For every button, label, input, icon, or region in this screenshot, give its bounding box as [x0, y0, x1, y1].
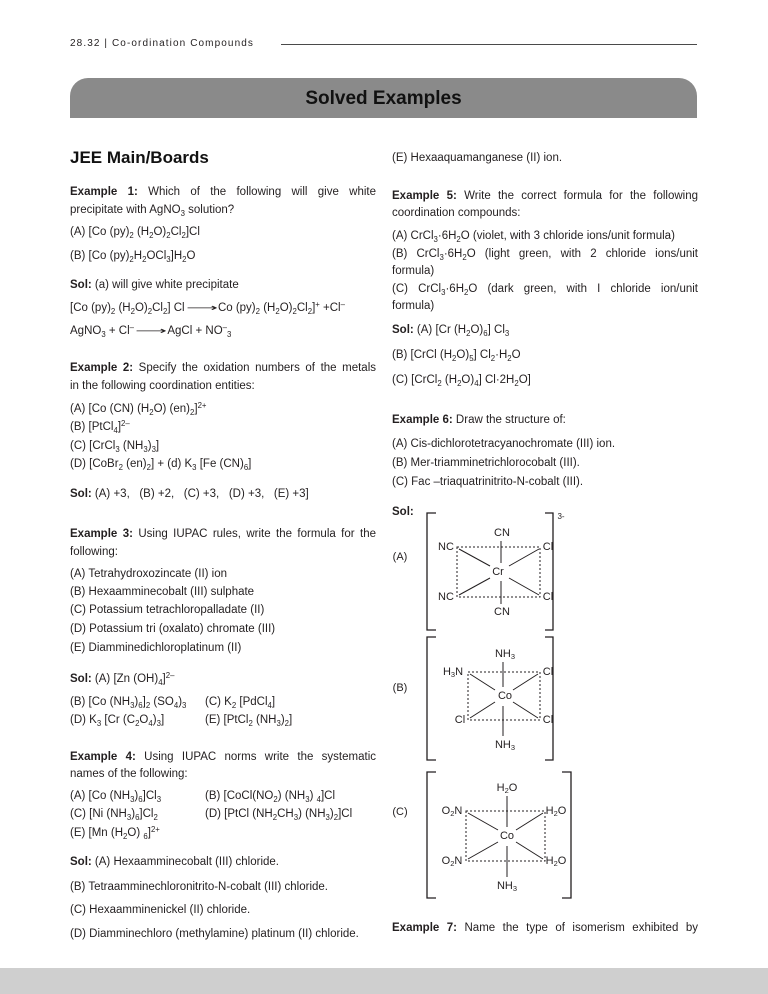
subscript: 2 [166, 230, 171, 240]
subscript: 2 [190, 407, 195, 417]
example-6-question: Example 6: Draw the structure of: [392, 414, 566, 426]
ligand-top-right: $H_2O$ [545, 805, 567, 819]
example-2-item: (B) [PtCl$_4$]$^{2-}$ [70, 419, 130, 435]
right-bracket [542, 637, 554, 760]
subscript: 4 [173, 700, 179, 710]
bond-line [459, 549, 490, 566]
example-4-solution: (E) Hexaaquamanganese (II) ion. [392, 152, 563, 164]
subscript: 3 [180, 208, 185, 218]
example-5-item: (A) $CrCl_3\cdot 6H_2O$ (violet, with 3 chloride ions/unit formula) [392, 230, 675, 244]
subscript: 3 [305, 794, 310, 804]
subscript: 3 [166, 254, 171, 264]
superscript: – [222, 323, 228, 333]
example-2-item: (A) [Co (CN) $(H_2O)$ $(en)_2]^{2+}$ [70, 401, 207, 417]
bond-line [459, 578, 490, 595]
bold-label: Sol: [392, 506, 414, 518]
subscript: 2 [129, 230, 134, 240]
subscript: 3 [156, 718, 161, 728]
subscript: 6 [243, 462, 249, 472]
subscript: 3 [276, 718, 281, 728]
header-rule [281, 44, 697, 45]
subscript: 6 [135, 812, 140, 822]
bold-label: Example 4: [70, 751, 136, 763]
bold-label: Example 6: [392, 414, 453, 426]
example-3-item: (A) Tetrahydroxozincate (II) ion [70, 568, 228, 580]
example-7-question: Example 7: Name the type of isomerism exhibited by [392, 922, 698, 934]
subscript: 2 [466, 328, 471, 338]
bond-line [468, 813, 498, 830]
subscript: 2 [553, 809, 558, 819]
subscript: 4 [148, 718, 153, 728]
subscript: 6 [483, 328, 488, 338]
bond-line [509, 578, 539, 595]
subscript: 2 [162, 306, 168, 316]
subscript: 2 [553, 859, 558, 869]
subscript: 2 [110, 306, 116, 316]
left-bracket [427, 772, 436, 898]
example-5-item: (B) $CrCl_3\cdot 6H_2O$ (light green, with 2 chloride ions/unit [392, 248, 698, 262]
subscript: 2 [437, 378, 442, 388]
bond-line [513, 702, 538, 718]
ligand-bottom-left: Cl [454, 714, 466, 726]
example-1-question: Example 1: Which of the following will give white [70, 186, 376, 198]
example-3-question: Example 3: Using IUPAC rules, write the formula for the [70, 528, 376, 540]
example-1-solution: Sol: (a) will give white precipitate [70, 279, 239, 291]
example-5-question: coordination compounds: [392, 207, 521, 219]
subscript: 2 [145, 700, 151, 710]
bond-line [513, 674, 538, 690]
bold-label: Sol: [70, 488, 92, 500]
superscript: + [315, 300, 320, 310]
example-3-question: following: [70, 546, 118, 558]
subscript: 2 [292, 306, 297, 316]
example-4-item: (E) [Mn $(H_2O)$ $_6$]$^{2+}$ [70, 825, 160, 841]
example-5-item: formula) [392, 300, 435, 312]
subscript: 2 [118, 462, 123, 472]
example-5-solution: (B) [CrCl $(H_2O)_5$] $Cl_2\cdot H_2O$ [392, 349, 521, 363]
subscript: 3 [227, 329, 232, 339]
bold-label: Sol: [70, 856, 92, 868]
subscript: 3 [325, 812, 330, 822]
example-5-solution: (C) [CrCl$_2$ $(H_2O)_4$] $Cl\cdot 2H_2O$] [392, 374, 531, 388]
ligand-top-left: $O_2N$ [441, 805, 463, 819]
example-5-solution: Sol: (A) [Cr $(H_2O)_6$] $Cl_3$ [392, 324, 510, 338]
subscript: 4 [474, 378, 479, 388]
example-2-solution: Sol: (A) +3, (B) +2, (C) +3, (D) +3, (E) +3] [70, 488, 309, 500]
subscript: 2 [149, 230, 154, 240]
subscript: 3 [192, 462, 197, 472]
bond-line [470, 674, 495, 690]
subscript: 5 [469, 353, 474, 363]
subscript: 2 [272, 812, 278, 822]
reaction-equation: [Co $(py)_2$ $(H_2O)_2Cl_2$] Cl⟶Co $(py)_2$ $(H_2O)_2Cl_2]^+ +Cl^-$ [70, 299, 376, 317]
right-bracket [542, 513, 554, 630]
bond-line [516, 842, 543, 859]
subscript: 3 [126, 812, 132, 822]
subscript: 3 [441, 287, 446, 297]
example-4-question: Example 4: Using IUPAC norms write the systematic [70, 751, 376, 763]
ion-charge: 3- [557, 512, 565, 521]
bond-line [470, 702, 495, 718]
subscript: 2 [255, 306, 260, 316]
section-heading: JEE Main/Boards [70, 148, 209, 167]
subscript: 3 [96, 718, 102, 728]
example-2-question: in the following coordination entities: [70, 380, 255, 392]
subscript: 2 [273, 794, 278, 804]
example-2-item: (D) [CoBr$_2$ $(en)_2] + (d)$ $K_3$ [Fe $(CN)_6$] [70, 458, 252, 472]
example-2-question: Example 2: Specify the oxidation numbers of the metals [70, 362, 376, 374]
structure-label: (C) [392, 806, 408, 818]
subscript: 2 [130, 306, 135, 316]
example-3-item: (E) Diamminedichloroplatinum (II) [70, 642, 242, 654]
subscript: 2 [135, 718, 140, 728]
section-banner [70, 78, 697, 118]
example-4-solution: (B) Tetraamminechloronitrito-N-cobalt (III) chloride. [70, 881, 328, 893]
right-bracket [562, 772, 571, 898]
example-3-solution: Sol: (A) [Zn $(OH)_4]^{2-}$ [70, 671, 175, 687]
subscript: 4 [267, 700, 272, 710]
example-4-item: (C) [Ni $(NH_3)_6]Cl_2$ [70, 808, 158, 822]
subscript: 3 [156, 794, 162, 804]
ligand-bottom-left: NC [438, 591, 454, 603]
superscript: 2– [165, 671, 175, 681]
subscript: 2 [457, 378, 462, 388]
subscript: 3 [512, 884, 518, 894]
subscript: 2 [231, 700, 237, 710]
example-4-question: names of the following: [70, 768, 188, 780]
bold-label: Example 1: [70, 186, 138, 198]
subscript: 2 [490, 353, 496, 363]
structure-b [427, 637, 553, 760]
example-3-item: (D) Potassium tri (oxalato) chromate (III) [70, 623, 276, 635]
ligand-bottom-right: Cl [542, 714, 554, 726]
subscript: 2 [450, 859, 455, 869]
central-metal: Co [497, 690, 513, 702]
example-6-solution-label [392, 503, 698, 521]
subscript: 2 [307, 306, 313, 316]
ligand-bottom: CN [494, 606, 510, 618]
subscript: 3 [504, 328, 510, 338]
example-4-solution: (C) Hexaamminenickel (II) chloride. [70, 904, 251, 916]
example-3-solution: (E) [PtCl$_2$ $(NH_3)_2$] [205, 714, 293, 728]
reaction-equation: AgNO$_3$ + Cl–⟶AgCl + $NO^-_3$ [70, 322, 376, 340]
example-4-solution: Sol: (A) Hexaamminecobalt (III) chloride. [70, 856, 279, 868]
structure-label: (A) [392, 551, 408, 563]
example-4-item: (D) [PtCl $(NH_2CH_3)$ $(NH_3)_2]Cl$ [205, 808, 353, 822]
example-5-item: formula) [392, 265, 435, 277]
ligand-top-right: Cl [542, 666, 554, 678]
structure-a [427, 513, 553, 630]
example-3-solution: (D) $K_3$ [Cr $(C_2O_4)_3$] [70, 714, 165, 728]
subscript: 4 [158, 677, 163, 687]
example-5-question: Example 5: Write the correct formula for the following [392, 190, 698, 202]
subscript: 3 [151, 444, 156, 454]
subscript: 3 [510, 743, 516, 753]
example-3-item: (C) Potassium tetrachloropalladate (II) [70, 604, 265, 616]
example-3-solution: (B) [Co $(NH_3)_6]_2$ $(SO_4)_3$ [70, 696, 187, 710]
subscript: 2 [452, 353, 457, 363]
subscript: 6 [138, 794, 143, 804]
subscript: 2 [275, 306, 280, 316]
central-metal: Co [499, 830, 515, 842]
example-4-solution: (D) Diamminechloro (methylamine) platinum (II) chloride. [70, 928, 359, 940]
subscript: 3 [450, 670, 456, 680]
bold-label: Example 7: [392, 922, 458, 934]
bold-label: Example 5: [392, 190, 457, 202]
subscript: 6 [143, 831, 148, 841]
subscript: 3 [439, 252, 444, 262]
subscript: 3 [130, 700, 135, 710]
ligand-bottom-left: $O_2N$ [441, 855, 463, 869]
ligand-bottom: $NH_3$ [494, 739, 516, 753]
example-4-item: (A) [Co $(NH_3)_6]Cl_3$ [70, 790, 162, 804]
subscript: 2 [129, 254, 134, 264]
ligand-bottom-right: $H_2O$ [545, 855, 567, 869]
subscript: 2 [504, 786, 509, 796]
ligand-top-left: NC [438, 541, 454, 553]
example-3-item: (B) Hexaamminecobalt (III) sulphate [70, 586, 255, 598]
ligand-bottom: $NH_3$ [496, 880, 518, 894]
subscript: 3 [182, 700, 187, 710]
bond-line [509, 549, 539, 566]
bold-label: Sol: [70, 279, 92, 291]
bold-label: Example 2: [70, 362, 134, 374]
ligand-bottom-right: Cl [542, 591, 554, 603]
subscript: 3 [115, 444, 120, 454]
subscript: 2 [147, 306, 153, 316]
banner-title: Solved Examples [305, 88, 462, 109]
superscript: 2– [121, 419, 130, 429]
bold-label: Sol: [70, 673, 92, 685]
subscript: 2 [248, 718, 253, 728]
reaction-arrow: ⟶ [135, 326, 167, 337]
subscript: 2 [507, 353, 512, 363]
subscript: 2 [462, 252, 467, 262]
example-4-item: (B) [$CoCl(NO_2)$ $(NH_3)$ $_4$]Cl [205, 790, 336, 804]
reaction-arrow: ⟶ [185, 303, 218, 314]
subscript: 2 [182, 254, 187, 264]
subscript: 2 [181, 230, 186, 240]
ligand-top: $H_2O$ [496, 782, 518, 796]
left-bracket [427, 513, 436, 630]
footer-band [0, 968, 768, 994]
subscript: 2 [284, 718, 290, 728]
subscript: 6 [138, 700, 143, 710]
subscript: 3 [130, 794, 135, 804]
example-6-item: (C) Fac –triaquatrinitrito-N-cobalt (III). [392, 476, 584, 488]
structure-label: (B) [392, 682, 408, 694]
example-1-option: (B) [Co $(py)_2H_2OCl_3]H_2O$ [70, 250, 196, 264]
subscript: 2 [153, 812, 158, 822]
example-5-item: (C) $CrCl_3\cdot 6H_2O$ (dark green, with I chloride ion/unit [392, 283, 698, 297]
subscript: 2 [333, 812, 339, 822]
left-bracket [427, 637, 436, 760]
subscript: 3 [101, 329, 106, 339]
ligand-top-right: Cl [542, 541, 554, 553]
ligand-top: CN [494, 527, 510, 539]
ligand-top: $NH_3$ [494, 648, 516, 662]
subscript: 2 [450, 809, 455, 819]
subscript: 2 [146, 462, 151, 472]
central-metal: Cr [492, 566, 504, 578]
subscript: 4 [316, 794, 321, 804]
bond-line [468, 842, 498, 859]
superscript: 2+ [197, 401, 207, 411]
subscript: 3 [510, 652, 516, 662]
subscript: 3 [433, 234, 438, 244]
superscript: 2+ [150, 825, 160, 835]
example-1-question: precipitate with AgNO$_3$ solution? [70, 204, 235, 218]
running-head: 28.32 | Co-ordination Compounds [70, 38, 255, 49]
subscript: 2 [514, 378, 519, 388]
example-6-item: (B) Mer-triamminetrichlorocobalt (III). [392, 457, 580, 469]
subscript: 2 [149, 407, 154, 417]
example-1-option: (A) [Co $(py)_2$ $(H_2O)_2Cl_2]Cl$ [70, 226, 200, 240]
subscript: 2 [456, 234, 461, 244]
ligand-top-left: $H_3N$ [442, 666, 464, 680]
subscript: 4 [113, 425, 118, 435]
example-6-item: (A) Cis-dichlorotetracyanochromate (III) ion. [392, 438, 616, 450]
bold-label: Sol: [392, 324, 414, 336]
example-2-item: (C) [CrCl$_3$ $(NH_3)_3$] [70, 440, 160, 454]
superscript: – [129, 323, 135, 333]
bond-line [516, 813, 543, 830]
subscript: 3 [293, 812, 299, 822]
subscript: 2 [142, 254, 147, 264]
superscript: – [340, 300, 345, 310]
subscript: 3 [143, 444, 148, 454]
example-3-solution: (C) $K_2$ [PdCl$_4$] [205, 696, 276, 710]
subscript: 2 [464, 287, 469, 297]
subscript: 2 [123, 831, 128, 841]
bold-label: Example 3: [70, 528, 133, 540]
